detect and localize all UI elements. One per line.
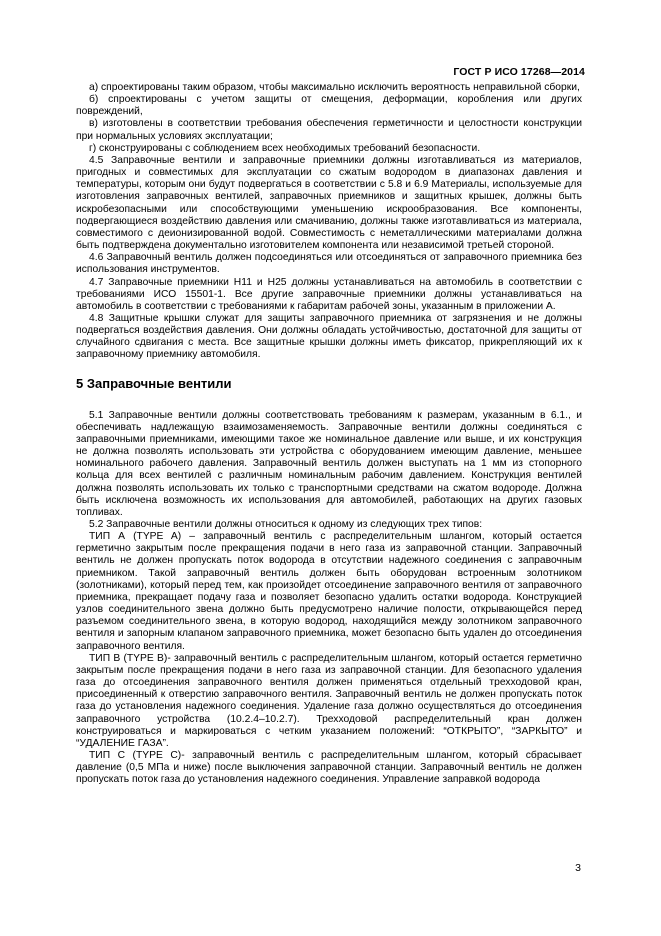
paragraph-item-g: г) сконструированы с соблюдением всех необходимых требований безопасности. xyxy=(89,142,481,154)
paragraph-item-v: в) изготовлены в соответствии требования обеспечения герметичности и целостности конструкции при нормальных условиях эксплуатации; xyxy=(76,118,582,142)
paragraph-type-a: ТИП А (TYPE A) – заправочный вентиль с распределительным шлангом, который остается герметично закрытым после прекращения подачи в него газа из заправочной станции. Заправочный вентиль не должен пропускать поток водорода в отсутствии надежного соединения с заправочным приемником. Такой заправочный вентиль должен быть оборудован встроенным золотником (золотниками), который перед тем, как произойдет отсоединение заправочного вентиля от заправочного приемника, прекращает подачу газа и позволяет безопасно удалить остатки водорода. Конструкцией узлов соединительного звена должно быть предусмотрено наличие полости, открывающейся перед разъемом соединительного звена, в которую водород, находящийся между золотником заправочного вентиля и запорным клапаном заправочного приемника, может безопасно быть удален до отсоединения заправочного вентиля. xyxy=(76,531,582,652)
paragraph-type-c: ТИП С (TYPE C)- заправочный вентиль с распределительным шлангом, который сбрасывает давление (0,5 МПа и ниже) после выключения заправочной станции. Заправочный вентиль не должен пропускать поток газа до установления надежного соединения. Управление заправкой водорода xyxy=(76,749,582,786)
paragraph-4-5: 4.5 Заправочные вентили и заправочные приемники должны изготавливаться из материалов, пригодных и совместимых для эксплуатации со сжатым водородом в диапазонах давления и температуры, которым они будут подвергаться в соответствии с 5.8 и 6.9 Материалы, используемые для изготовления заправочных вентилей, заправочных приемников и защитных крышек, должны быть искробезопасными или способствующими уменьшению искрообразования. Все компоненты, подвергающиеся воздействию давления или смачиванию, должны также изготавливаться из материала, совместимого с деионизированной водой. Совместимость с неметаллическими материалами должна быть подтверждена документально изготовителем компонента или независимой третьей стороной. xyxy=(76,154,582,252)
paragraph-4-7: 4.7 Заправочные приемники Н11 и Н25 должны устанавливаться на автомобиль в соответствии с требованиями ИСО 15501-1. Все другие заправочные приемники должны устанавливаться на автомобиль в соответствии с требованиями к габаритам рабочей зоны, указанным в приложении А. xyxy=(76,276,582,312)
paragraph-5-2: 5.2 Заправочные вентили должны относиться к одному из следующих трех типов: xyxy=(89,519,483,530)
paragraph-4-6: 4.6 Заправочный вентиль должен подсоединяться или отсоединяться от заправочного приемника без использования инструментов. xyxy=(76,252,582,276)
section-heading: 5 Заправочные вентили xyxy=(76,375,232,391)
document-header: ГОСТ Р ИСО 17268—2014 xyxy=(453,66,585,78)
document-body xyxy=(76,82,582,786)
paragraph-item-b: б) спроектированы с учетом защиты от смещения, деформации, коробления или других повреждений, xyxy=(76,94,582,118)
page-number: 3 xyxy=(575,862,581,874)
paragraph-item-a: а) спроектированы таким образом, чтобы максимально исключить вероятность неправильной сборки, xyxy=(89,82,580,93)
paragraph-5-1: 5.1 Заправочные вентили должны соответствовать требованиям к размерам, указанным в 6.1., и обеспечивать надлежащую взаимозаменяемость. Заправочные вентили должны соединяться с заправочными приемниками, имеющими такое же номинальное давление или выше, и их конструкция не должна позволять использовать эти устройства с оборудованием имеющим давление, меньшее номинального рабочего давления. Заправочный вентиль должен выступать на 1 мм из стопорного кольца для всех вентилей с различным номинальным рабочим давлением. Конструкция вентилей должна позволять использовать их только с транспортными средствами на сжатом водороде. Должна быть исключена возможность их использования для автомобилей, работающих на других газовых топливах. xyxy=(76,409,582,518)
paragraph-type-b: ТИП В (TYPE B)- заправочный вентиль с распределительным шлангом, который остается герметично закрытым после прекращения подачи в него газа из заправочной станции. Для безопасного удаления газа до отсоединения заправочного вентиля должен применяться отдельный трехходовой кран, присоединенный к отверстию заправочного вентиля. Заправочный вентиль не должен пропускать поток газа до установления надежного соединения. Удаление газа должно осуществляться до отсоединения заправочного устройства (10.2.4–10.2.7). Трехходовой распределительный кран должен конструироваться и маркироваться с четким указанием положений: “ОТКРЫТО”, “ЗАРКЫТО” и “УДАЛЕНИЕ ГАЗА”. xyxy=(76,652,582,749)
paragraph-4-8: 4.8 Защитные крышки служат для защиты заправочного приемника от загрязнения и не должны подвергаться воздействия давления. Они должны обладать устойчивостью, достаточной для защиты от случайного сдвигания с места. Все защитные крышки должны иметь фиксатор, прикрепляющий их к заправочному приемнику автомобиля. xyxy=(76,312,582,361)
